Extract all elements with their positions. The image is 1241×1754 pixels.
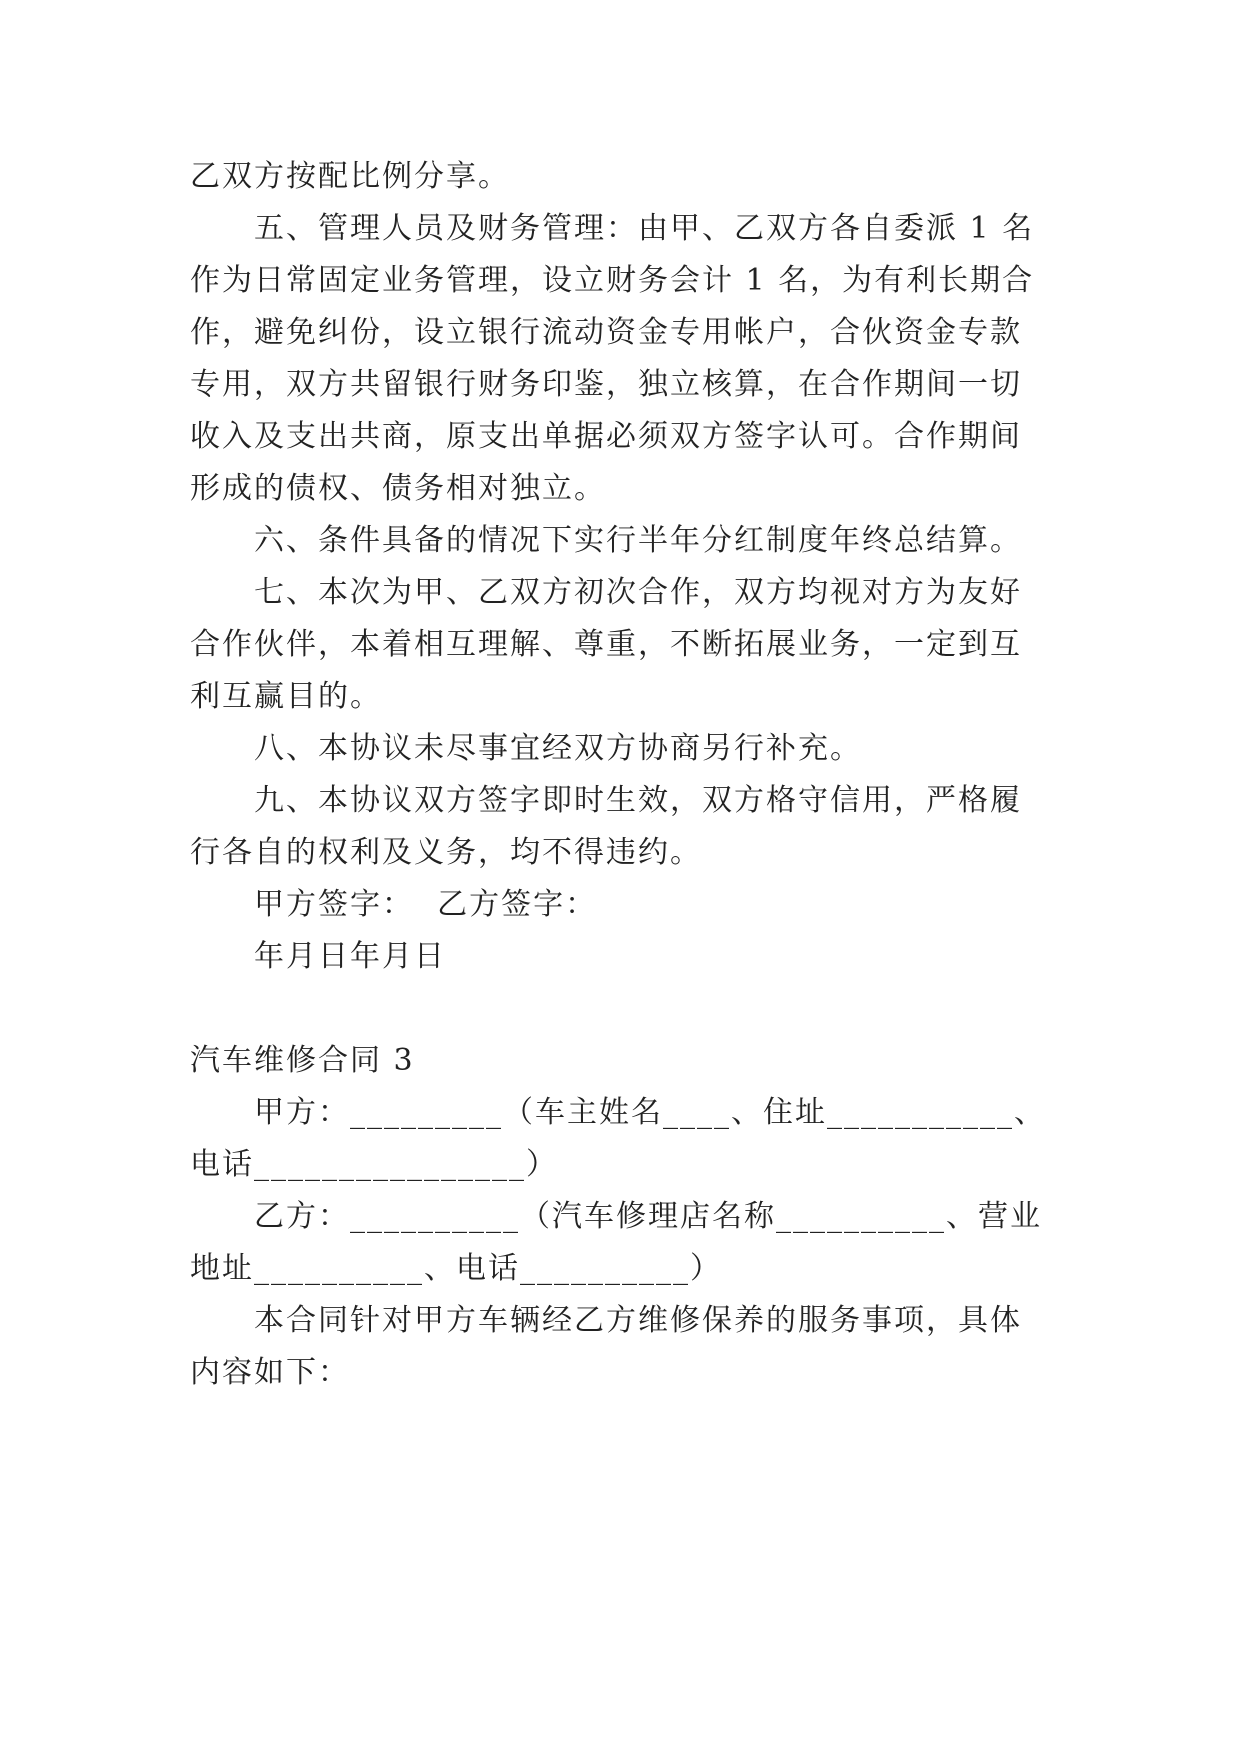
text-line: 专用，双方共留银行财务印鉴，独立核算，在合作期间一切 [190, 367, 1022, 402]
text-line: 形成的债权、债务相对独立。 [190, 471, 606, 506]
text-line: 行各自的权利及义务，均不得违约。 [190, 835, 702, 870]
section-7-heading-line: 七、本次为甲、乙双方初次合作，双方均视对方为友好 [254, 575, 1022, 610]
text-line: 乙双方按配比例分享。 [190, 159, 510, 194]
text-line: 作为日常固定业务管理，设立财务会计 1 名，为有利长期合 [190, 263, 1035, 298]
date-line: 年月日年月日 [254, 939, 446, 974]
signature-line: 甲方签字： 乙方签字： [254, 887, 598, 922]
intro-line: 本合同针对甲方车辆经乙方维修保养的服务事项，具体 [254, 1303, 1022, 1338]
contract-title: 汽车维修合同 3 [190, 1043, 415, 1078]
text-line: 内容如下： [190, 1355, 350, 1390]
party-a-line: 甲方：_________（车主姓名____、住址___________、 [254, 1095, 1046, 1130]
text-line: 利互赢目的。 [190, 679, 382, 714]
section-9-heading-line: 九、本协议双方签字即时生效，双方格守信用，严格履 [254, 783, 1022, 818]
party-b-line: 乙方：__________（汽车修理店名称__________、营业 [254, 1199, 1042, 1234]
party-b-address-line: 地址__________、电话__________） [190, 1251, 722, 1286]
text-line: 收入及支出共商，原支出单据必须双方签字认可。合作期间 [190, 419, 1022, 454]
section-6-line: 六、条件具备的情况下实行半年分红制度年终总结算。 [254, 523, 1022, 558]
party-a-phone-line: 电话________________） [190, 1147, 558, 1182]
section-8-line: 八、本协议未尽事宜经双方协商另行补充。 [254, 731, 862, 766]
text-line: 作，避免纠份，设立银行流动资金专用帐户，合伙资金专款 [190, 315, 1022, 350]
section-5-heading-line: 五、管理人员及财务管理：由甲、乙双方各自委派 1 名 [254, 211, 1035, 246]
text-line: 合作伙伴，本着相互理解、尊重，不断拓展业务，一定到互 [190, 627, 1022, 662]
